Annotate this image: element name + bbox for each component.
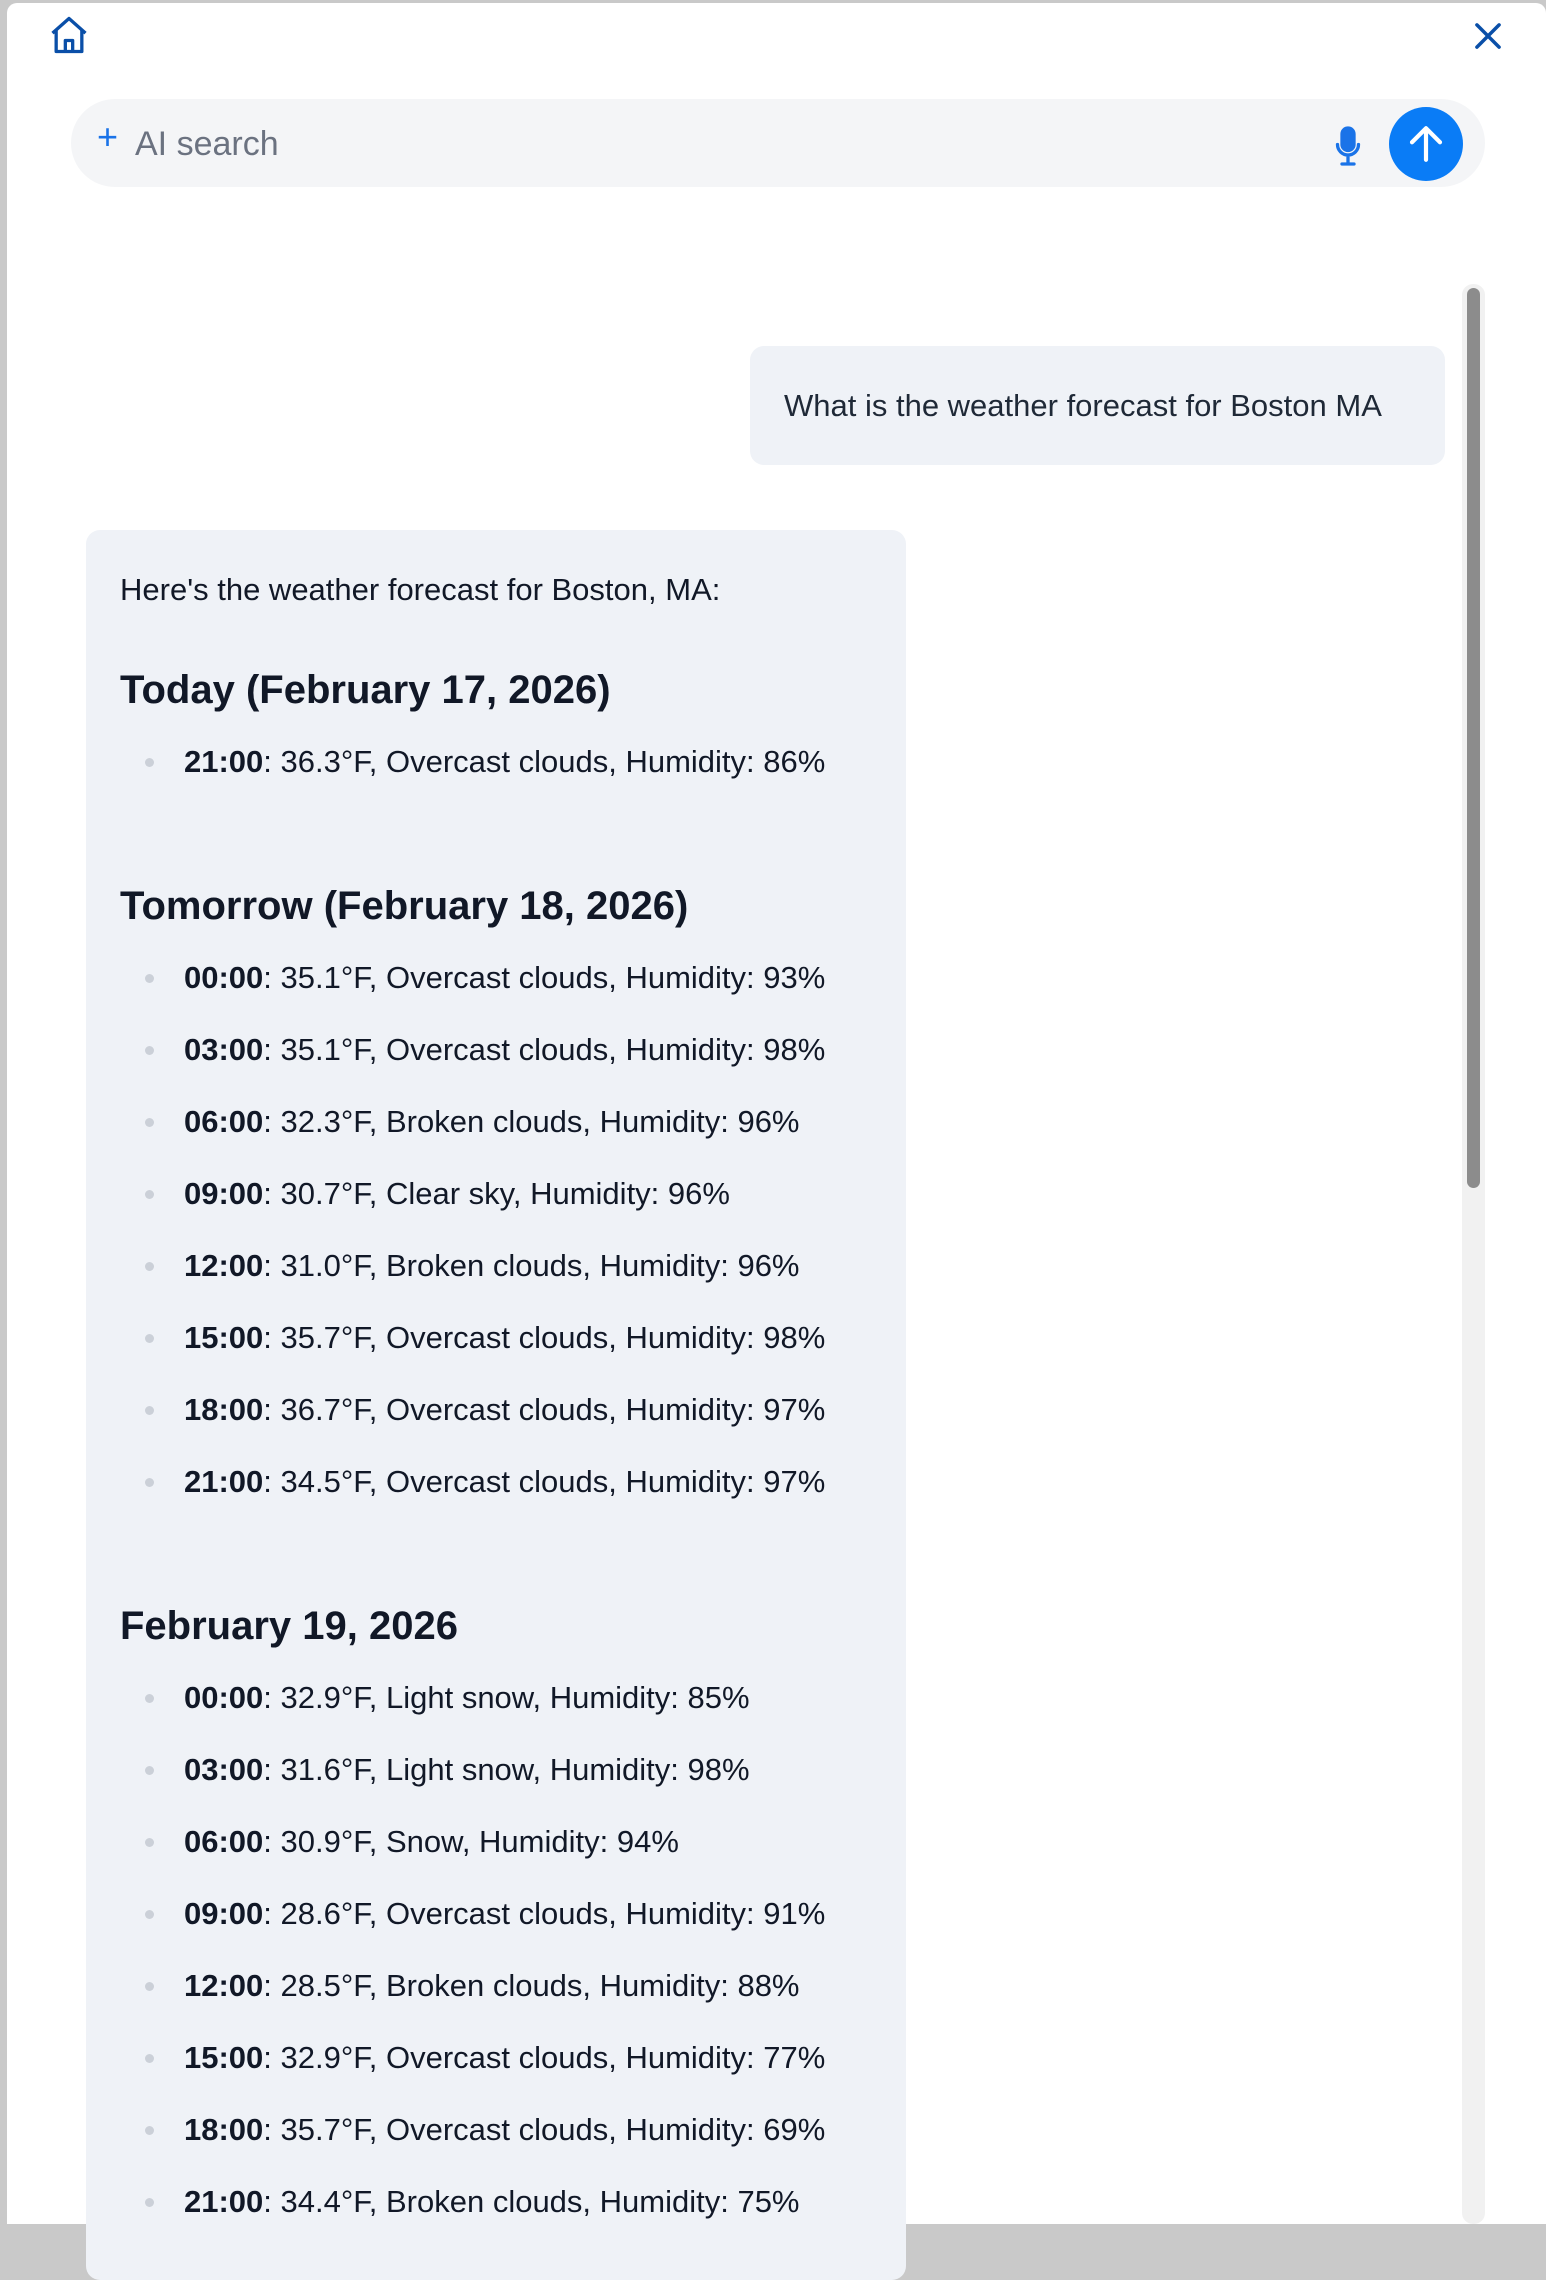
forecast-details: : 30.9°F, Snow, Humidity: 94% — [263, 1824, 679, 1859]
forecast-day-heading: Tomorrow (February 18, 2026) — [120, 884, 689, 928]
forecast-time: 03:00 — [184, 1032, 264, 1067]
forecast-time: 00:00 — [184, 1680, 264, 1715]
forecast-details: : 34.4°F, Broken clouds, Humidity: 75% — [263, 2184, 800, 2219]
forecast-item — [120, 2038, 872, 2110]
assistant-message — [86, 530, 906, 2280]
forecast-day-heading: Today (February 17, 2026) — [120, 668, 611, 712]
forecast-details: : 35.1°F, Overcast clouds, Humidity: 93% — [263, 960, 826, 995]
forecast-time: 09:00 — [184, 1176, 264, 1211]
forecast-time: 06:00 — [184, 1824, 264, 1859]
arrow-up-icon — [1405, 123, 1447, 165]
forecast-details: : 28.5°F, Broken clouds, Humidity: 88% — [263, 1968, 800, 2003]
forecast-details: : 36.7°F, Overcast clouds, Humidity: 97% — [263, 1392, 826, 1427]
ai-search-panel — [7, 3, 1546, 2224]
forecast-details: : 35.1°F, Overcast clouds, Humidity: 98% — [263, 1032, 826, 1067]
forecast-day-heading: February 19, 2026 — [120, 1604, 458, 1648]
forecast-list — [120, 742, 872, 814]
forecast-details: : 31.6°F, Light snow, Humidity: 98% — [263, 1752, 750, 1787]
microphone-icon[interactable] — [1333, 125, 1363, 167]
forecast-time: 21:00 — [184, 1464, 264, 1499]
forecast-item — [120, 1750, 872, 1822]
forecast-time: 18:00 — [184, 1392, 264, 1427]
forecast-item — [120, 1390, 872, 1462]
forecast-item — [120, 1246, 872, 1318]
forecast-time: 15:00 — [184, 1320, 264, 1355]
scrollbar-thumb[interactable] — [1467, 288, 1480, 1188]
forecast-item — [120, 1822, 872, 1894]
forecast-details: : 28.6°F, Overcast clouds, Humidity: 91% — [263, 1896, 826, 1931]
forecast-item — [120, 1102, 872, 1174]
search-input[interactable] — [135, 121, 1285, 167]
forecast-details: : 32.9°F, Overcast clouds, Humidity: 77% — [263, 2040, 826, 2075]
forecast-details: : 35.7°F, Overcast clouds, Humidity: 98% — [263, 1320, 826, 1355]
forecast-time: 03:00 — [184, 1752, 264, 1787]
forecast-item — [120, 1678, 872, 1750]
forecast-time: 06:00 — [184, 1104, 264, 1139]
forecast-details: : 32.9°F, Light snow, Humidity: 85% — [263, 1680, 750, 1715]
forecast-time: 09:00 — [184, 1896, 264, 1931]
forecast-item — [120, 2182, 872, 2254]
user-message-text: What is the weather forecast for Boston MA — [784, 387, 1382, 423]
search-bar — [71, 99, 1485, 187]
home-icon[interactable] — [47, 13, 91, 57]
forecast-details: : 36.3°F, Overcast clouds, Humidity: 86% — [263, 744, 826, 779]
add-attachment-icon[interactable]: + — [97, 116, 119, 157]
forecast-time: 12:00 — [184, 1968, 264, 2003]
forecast-details: : 30.7°F, Clear sky, Humidity: 96% — [263, 1176, 730, 1211]
forecast-item — [120, 2110, 872, 2182]
forecast-details: : 34.5°F, Overcast clouds, Humidity: 97% — [263, 1464, 826, 1499]
forecast-item — [120, 1894, 872, 1966]
forecast-details: : 31.0°F, Broken clouds, Humidity: 96% — [263, 1248, 800, 1283]
forecast-item — [120, 1966, 872, 2038]
send-button[interactable] — [1389, 107, 1463, 181]
forecast-details: : 35.7°F, Overcast clouds, Humidity: 69% — [263, 2112, 826, 2147]
forecast-item — [120, 958, 872, 1030]
forecast-time: 00:00 — [184, 960, 264, 995]
close-icon[interactable] — [1469, 17, 1507, 55]
forecast-time: 12:00 — [184, 1248, 264, 1283]
forecast-time: 15:00 — [184, 2040, 264, 2075]
forecast-item — [120, 1174, 872, 1246]
forecast-time: 21:00 — [184, 2184, 264, 2219]
forecast-list — [120, 1678, 872, 2254]
scrollbar[interactable] — [1462, 284, 1485, 2224]
forecast-list — [120, 958, 872, 1534]
forecast-time: 18:00 — [184, 2112, 264, 2147]
forecast-time: 21:00 — [184, 744, 264, 779]
forecast-details: : 32.3°F, Broken clouds, Humidity: 96% — [263, 1104, 800, 1139]
assistant-intro: Here's the weather forecast for Boston, MA: — [120, 572, 721, 607]
user-message — [750, 346, 1445, 465]
forecast-item — [120, 1030, 872, 1102]
forecast-item — [120, 742, 872, 814]
forecast-item — [120, 1318, 872, 1390]
forecast-item — [120, 1462, 872, 1534]
